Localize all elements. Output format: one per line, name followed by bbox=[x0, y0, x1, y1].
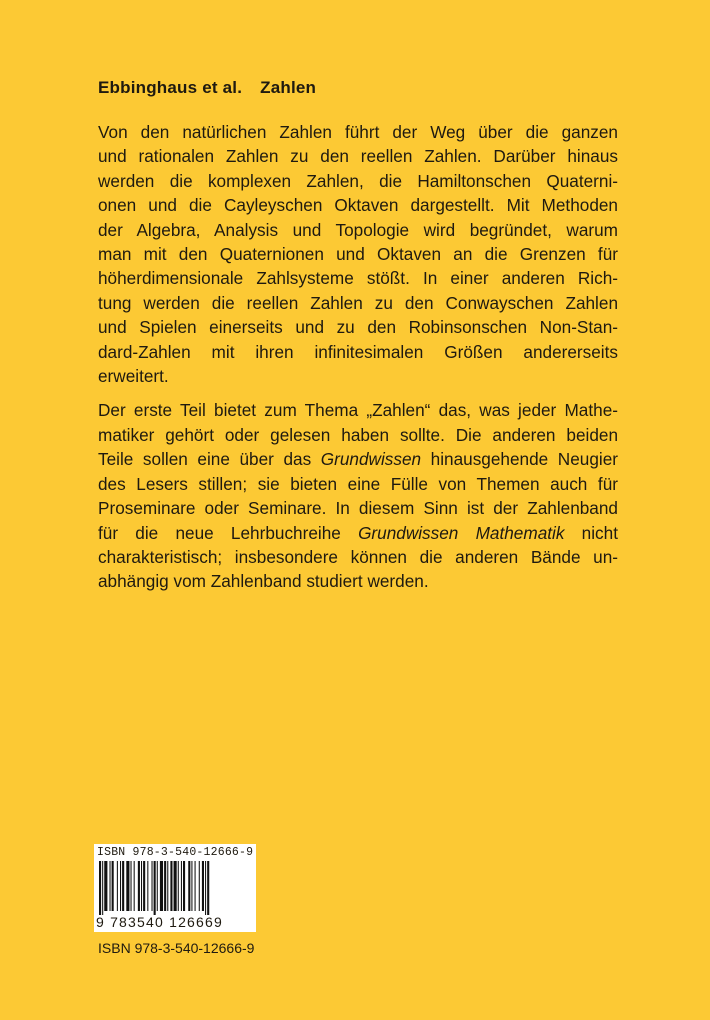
barcode-bar bbox=[102, 861, 103, 915]
text-line: der Algebra, Analysis und Topologie wird begründet, warum bbox=[98, 219, 618, 240]
barcode-bar bbox=[126, 861, 129, 911]
barcode-bar bbox=[205, 861, 206, 915]
text-line: abhängig vom Zahlenband studiert werden. bbox=[98, 571, 429, 592]
barcode-bar bbox=[147, 861, 148, 911]
barcode-bar bbox=[174, 861, 177, 911]
text-line: matiker gehört oder gelesen haben sollte. Die anderen beiden bbox=[98, 424, 618, 445]
blurb-text bbox=[98, 120, 618, 604]
barcode-bar bbox=[191, 861, 192, 911]
text-run: für die neue Lehrbuchreihe bbox=[98, 522, 359, 543]
barcode-bar bbox=[199, 861, 200, 911]
barcode-bar bbox=[195, 861, 196, 911]
text-run: hinausgehende Neugier bbox=[421, 449, 618, 470]
cover-heading bbox=[98, 78, 316, 98]
text-line: und rationalen Zahlen zu den reellen Zahlen. Darüber hinaus bbox=[98, 146, 618, 167]
isbn-text: ISBN 978-3-540-12666-9 bbox=[98, 940, 255, 956]
text-line: Proseminare oder Seminare. In diesem Sinn ist der Zahlenband bbox=[98, 498, 618, 519]
barcode-bar bbox=[202, 861, 204, 911]
barcode-bar bbox=[99, 861, 101, 915]
barcode-bar bbox=[183, 861, 185, 911]
barcode-bar bbox=[164, 861, 166, 911]
barcode-bars-icon bbox=[98, 861, 252, 915]
barcode-bar bbox=[122, 861, 124, 911]
book-title: Zahlen bbox=[260, 78, 317, 97]
barcode-bar bbox=[134, 861, 135, 911]
barcode-bar bbox=[188, 861, 190, 911]
text-line: höherdimensionale Zahlsysteme stößt. In einer anderen Rich- bbox=[98, 268, 618, 289]
text-line: man mit den Quaternionen und Oktaven an die Grenzen für bbox=[98, 244, 618, 265]
barcode-bar bbox=[160, 861, 163, 911]
barcode-bar bbox=[143, 861, 145, 911]
text-line bbox=[98, 521, 618, 545]
text-line: dard-Zahlen mit ihren infinitesimalen Größen andererseits bbox=[98, 341, 618, 362]
barcode-bar bbox=[110, 861, 111, 911]
blurb-paragraph-2 bbox=[98, 398, 618, 593]
barcode-isbn-label: ISBN 978-3-540-12666-9 bbox=[97, 846, 254, 859]
blurb-paragraph-1 bbox=[98, 120, 618, 388]
text-line: Von den natürlichen Zahlen führt der Weg über die ganzen bbox=[98, 122, 618, 142]
barcode-bar bbox=[170, 861, 172, 911]
text-line: erweitert. bbox=[98, 366, 169, 387]
barcode-bar bbox=[141, 861, 142, 911]
text-line: und Spielen einerseits und zu den Robinsonschen Non-Stan- bbox=[98, 317, 618, 338]
emphasis-series-name: Grundwissen Mathematik bbox=[358, 522, 565, 543]
barcode-bar bbox=[112, 861, 114, 911]
barcode-bar bbox=[167, 861, 168, 911]
text-line: onen und die Cayleyschen Oktaven dargestellt. Mit Methoden bbox=[98, 195, 618, 216]
text-line: Der erste Teil bietet zum Thema „Zahlen“ das, was jeder Mathe- bbox=[98, 400, 618, 421]
text-line: charakteristisch; insbesondere können die anderen Bände un- bbox=[98, 546, 618, 567]
barcode-digits: 9 783540 126669 bbox=[96, 914, 223, 930]
text-run: nicht bbox=[564, 522, 618, 543]
text-run: Teile sollen eine über das bbox=[98, 449, 321, 470]
barcode-bar bbox=[120, 861, 121, 911]
barcode-bar bbox=[207, 861, 209, 915]
barcode-bar bbox=[178, 861, 179, 911]
barcode-bar bbox=[152, 861, 153, 911]
text-line: werden die komplexen Zahlen, die Hamiltonschen Quaterni- bbox=[98, 170, 618, 191]
text-line bbox=[98, 447, 618, 471]
barcode-bar bbox=[181, 861, 182, 911]
barcode-bar bbox=[131, 861, 132, 911]
text-line: tung werden die reellen Zahlen zu den Conwayschen Zahlen bbox=[98, 292, 618, 313]
barcode-bar bbox=[104, 861, 107, 911]
emphasis-grundwissen: Grundwissen bbox=[320, 449, 422, 470]
barcode-bar bbox=[138, 861, 140, 911]
barcode-bar bbox=[157, 861, 158, 911]
barcode-bar bbox=[154, 861, 156, 915]
barcode-bar bbox=[117, 861, 118, 911]
text-line: des Lesers stillen; sie bieten eine Fülle von Themen auch für bbox=[98, 473, 618, 494]
author-name: Ebbinghaus et al. bbox=[98, 78, 243, 97]
isbn-barcode bbox=[94, 844, 256, 932]
